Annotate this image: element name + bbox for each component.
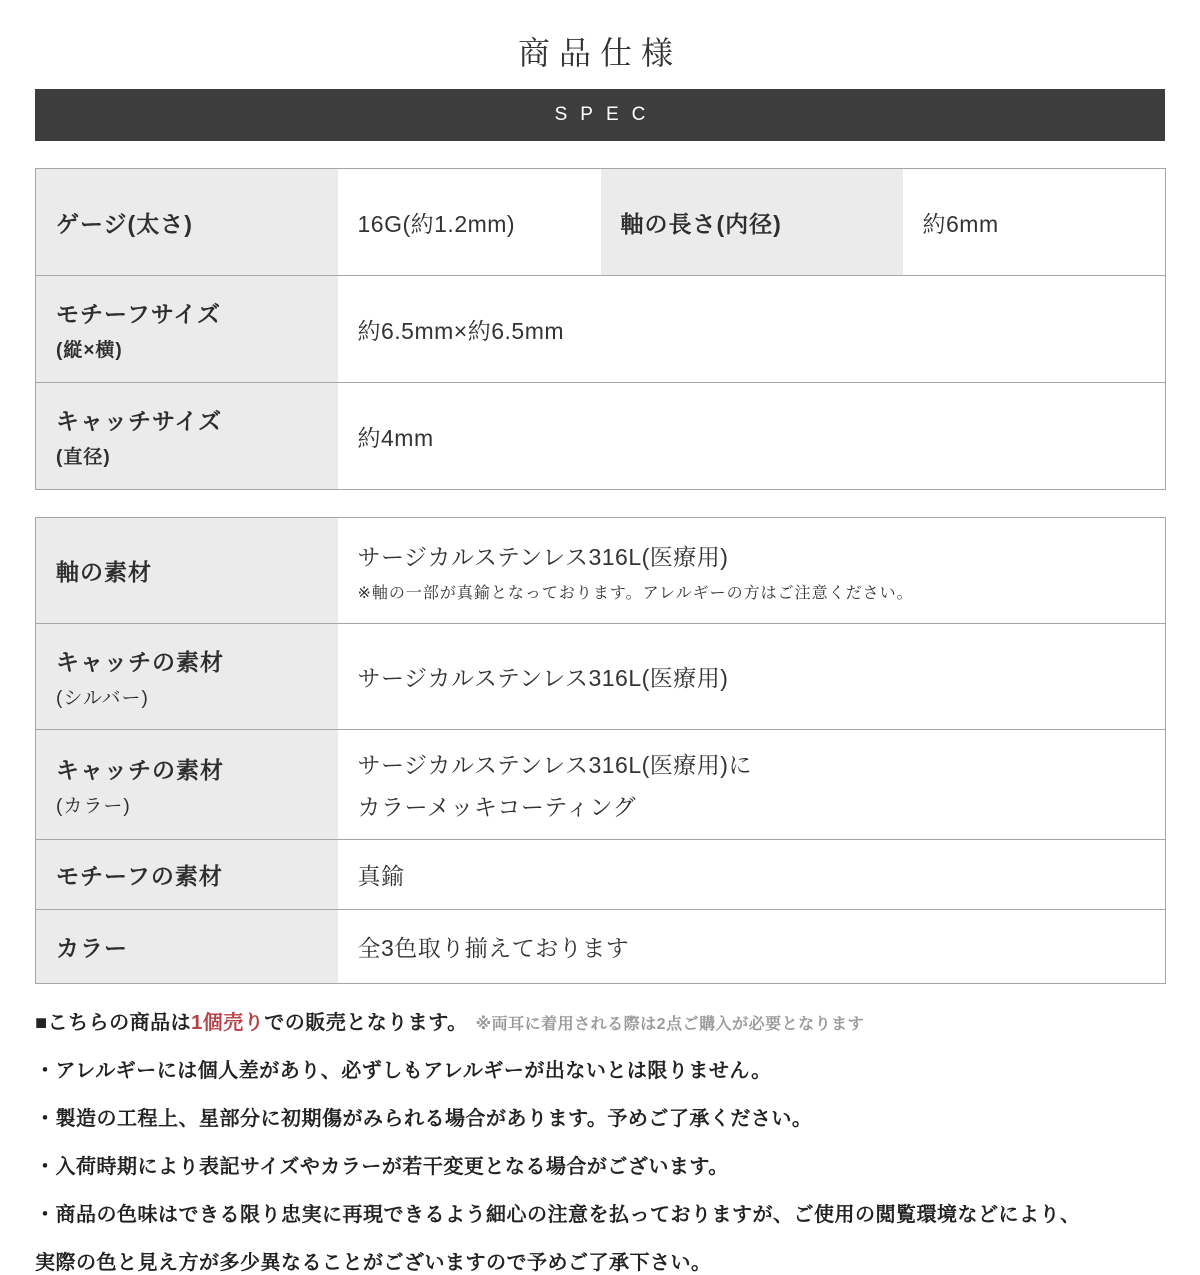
spec-banner: SPEC [35, 89, 1165, 141]
note-color-display-line2: 実際の色と見え方が多少異なることがございますので予めご了承下さい。 [35, 1252, 712, 1274]
spec-value-text: サージカルステンレス316L(医療用)に [357, 752, 752, 778]
spec-label-subtext: (カラー) [56, 795, 131, 817]
spec-value-shaft-material [338, 518, 1166, 624]
sale-unit-highlight: 1個売り [191, 1012, 265, 1034]
sale-unit-note-suffix: での販売となります。 [264, 1012, 468, 1034]
note-color-display-line1: ・商品の色味はできる限り忠実に再現できるよう細心の注意を払っておりますが、ご使用の閲覧環境などにより、 [35, 1204, 1081, 1226]
spec-label-motif-size [36, 276, 338, 383]
note-manufacturing: ・製造の工程上、星部分に初期傷がみられる場合があります。予めご了承ください。 [35, 1108, 813, 1130]
material-spec-table [35, 517, 1166, 984]
spec-label-subtext: (縦×横) [56, 340, 123, 361]
sale-unit-note [35, 1006, 1165, 1035]
size-spec-table [35, 168, 1166, 490]
table-row [36, 276, 1166, 383]
spec-label-shaft-length: 軸の長さ(内径) [601, 169, 903, 276]
page-title: 商品仕様 [517, 35, 682, 71]
spec-value-text: サージカルステンレス316L(医療用) [357, 543, 729, 570]
spec-value-motif-size: 約6.5mm×約6.5mm [338, 276, 1166, 383]
table-row [36, 383, 1166, 490]
table-row [36, 518, 1166, 624]
spec-label-color: カラー [36, 910, 338, 984]
table-row [36, 169, 1166, 276]
spec-value-gauge: 16G(約1.2mm) [338, 169, 601, 276]
spec-value-catch-material-silver: サージカルステンレス316L(医療用) [338, 624, 1166, 730]
spec-label-subtext: (直径) [56, 447, 111, 468]
sale-unit-note-prefix: ■こちらの商品は [35, 1012, 192, 1034]
spec-label-motif-material: モチーフの素材 [36, 840, 338, 910]
note-allergy: ・アレルギーには個人差があり、必ずしもアレルギーが出ないとは限りません。 [35, 1060, 772, 1082]
spec-label-text: キャッチの素材 [56, 756, 224, 783]
spec-label-text: キャッチサイズ [56, 408, 223, 434]
table-row [36, 730, 1166, 840]
spec-value-motif-material: 真鍮 [338, 840, 1166, 910]
spec-value-color: 全3色取り揃えております [338, 910, 1166, 984]
spec-label-subtext: (シルバー) [56, 687, 149, 709]
footer-notes [35, 1006, 1165, 1275]
spec-label-catch-material-color [36, 730, 338, 840]
spec-value-shaft-length: 約6mm [903, 169, 1166, 276]
spec-label-text: キャッチの素材 [56, 648, 224, 675]
spec-value-note: ※軸の一部が真鍮となっております。アレルギーの方はご注意ください。 [357, 584, 914, 602]
spec-value-catch-size: 約4mm [338, 383, 1166, 490]
spec-label-text: モチーフサイズ [56, 301, 222, 327]
spec-label-catch-size [36, 383, 338, 490]
sale-unit-subnote: ※両耳に着用される際は2点ご購入が必要となります [475, 1016, 865, 1033]
spec-value-catch-material-color [338, 730, 1166, 840]
note-stock-variation: ・入荷時期により表記サイズやカラーが若干変更となる場合がございます。 [35, 1156, 729, 1178]
spec-label-shaft-material: 軸の素材 [36, 518, 338, 624]
table-row [36, 624, 1166, 730]
table-row [36, 910, 1166, 984]
spec-label-catch-material-silver [36, 624, 338, 730]
spec-label-gauge: ゲージ(太さ) [36, 169, 338, 276]
table-row [36, 840, 1166, 910]
spec-value-text: カラーメッキコーティング [357, 794, 637, 820]
